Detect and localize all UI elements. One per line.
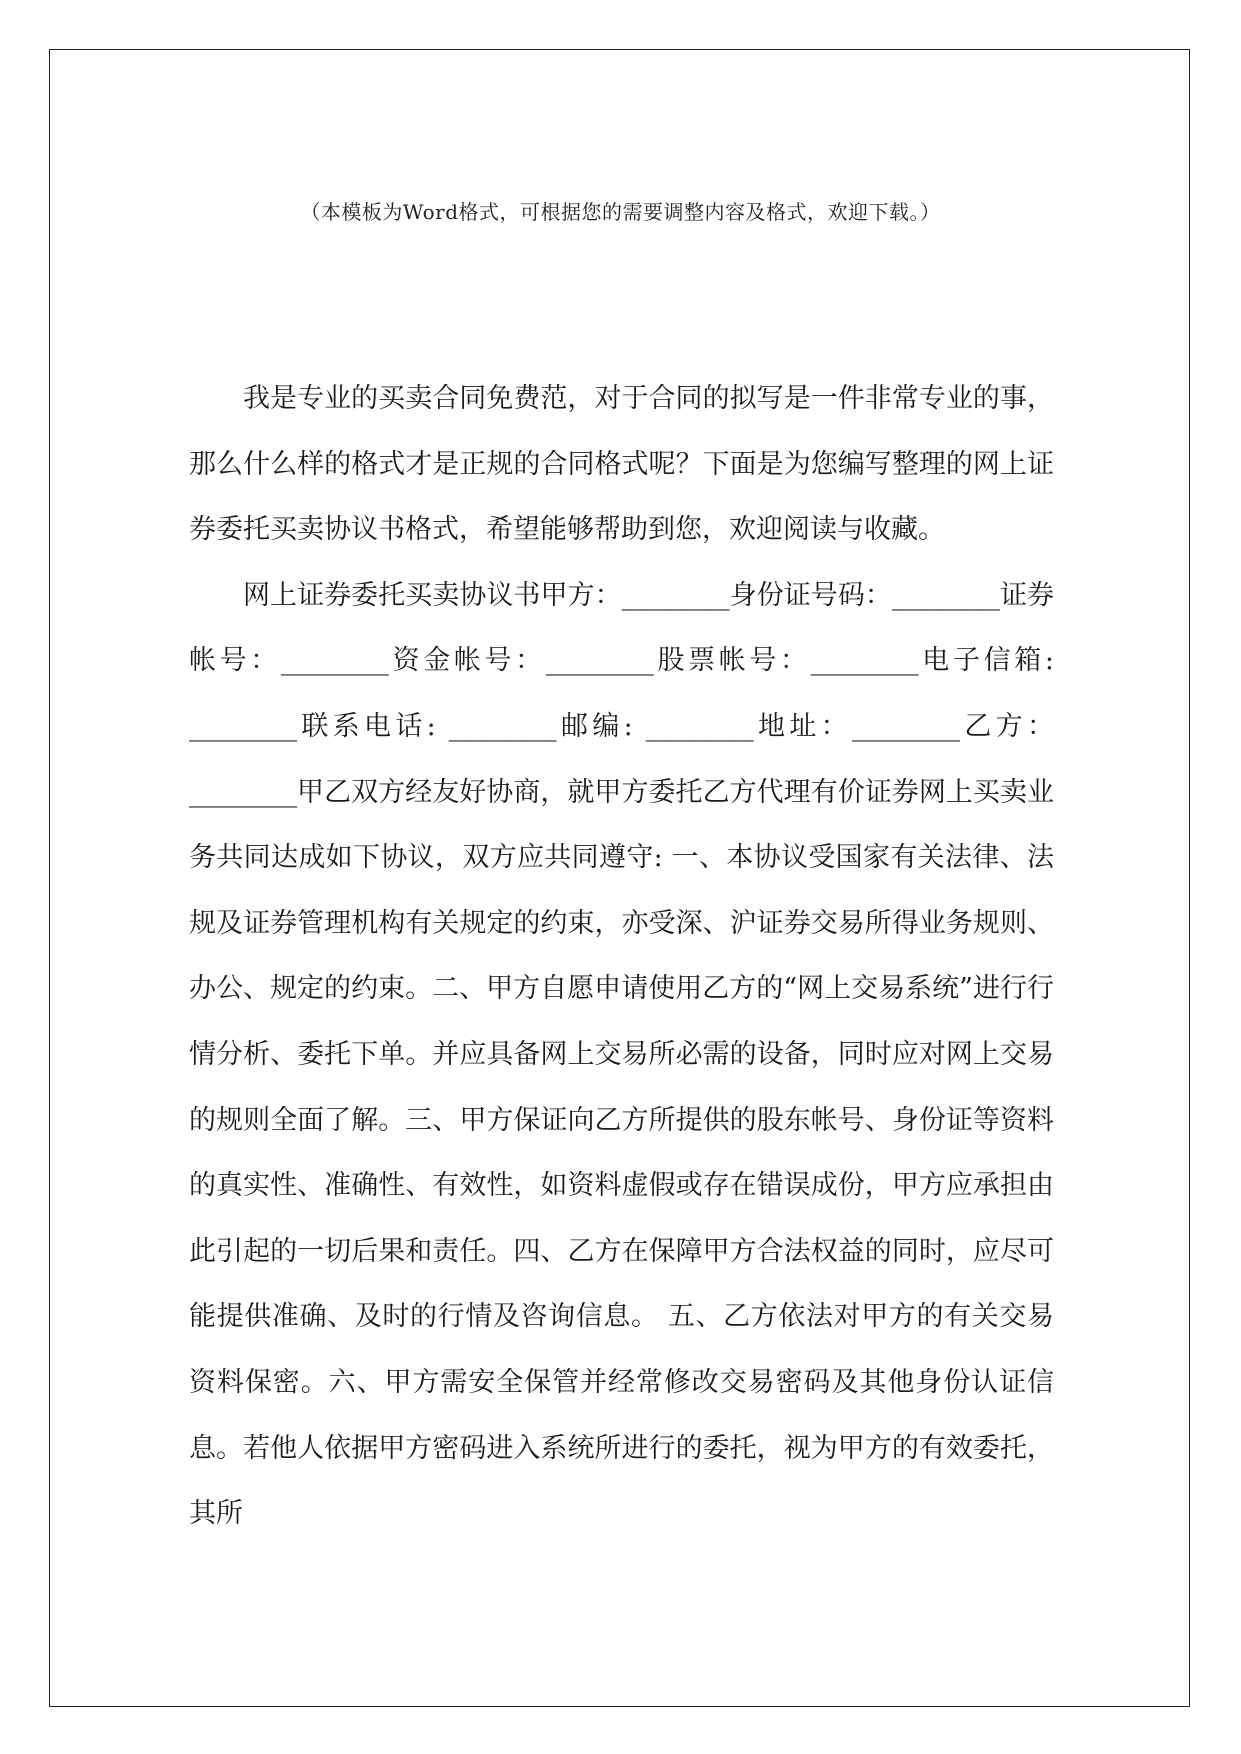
document-body (189, 366, 1054, 1547)
agreement-paragraph: 网上证券委托买卖协议书甲方：________身份证号码：________证券帐号：________资金帐号：________股票帐号：________电子信箱: ________联系电话: ________邮编: ________地址：________乙方：________甲乙双方经友好协商，就甲方委托乙方代理有价证券网上买卖业务共同达成如下协议，双方应共同遵守: 一、本协议受国家有关法律、法规及证券管理机构有关规定的约束，亦受深、沪证券交易所得业务规则、办公、规定的约束。二、甲方自愿申请使用乙方的“网上交易系统”进行行情分析、委托下单。并应具备网上交易所必需的设备，同时应对网上交易的规则全面了解。三、甲方保证向乙方所提供的股东帐号、身份证等资料的真实性、准确性、有效性，如资料虚假或存在错误成份，甲方应承担由此引起的一切后果和责任。四、乙方在保障甲方合法权益的同时，应尽可能提供准确、及时的行情及咨询信息。 五、乙方依法对甲方的有关交易资料保密。六、甲方需安全保管并经常修改交易密码及其他身份认证信息。若他人依据甲方密码进入系统所进行的委托，视为甲方的有效委托，其所 (189, 579, 1054, 1530)
template-note: （本模板为Word格式，可根据您的需要调整内容及格式，欢迎下载。） (300, 200, 941, 224)
intro-paragraph: 我是专业的买卖合同免费范，对于合同的拟写是一件非常专业的事，那么什么样的格式才是正规的合同格式呢？下面是为您编写整理的网上证券委托买卖协议书格式，希望能够帮助到您，欢迎阅读与收藏。 (189, 383, 1054, 546)
